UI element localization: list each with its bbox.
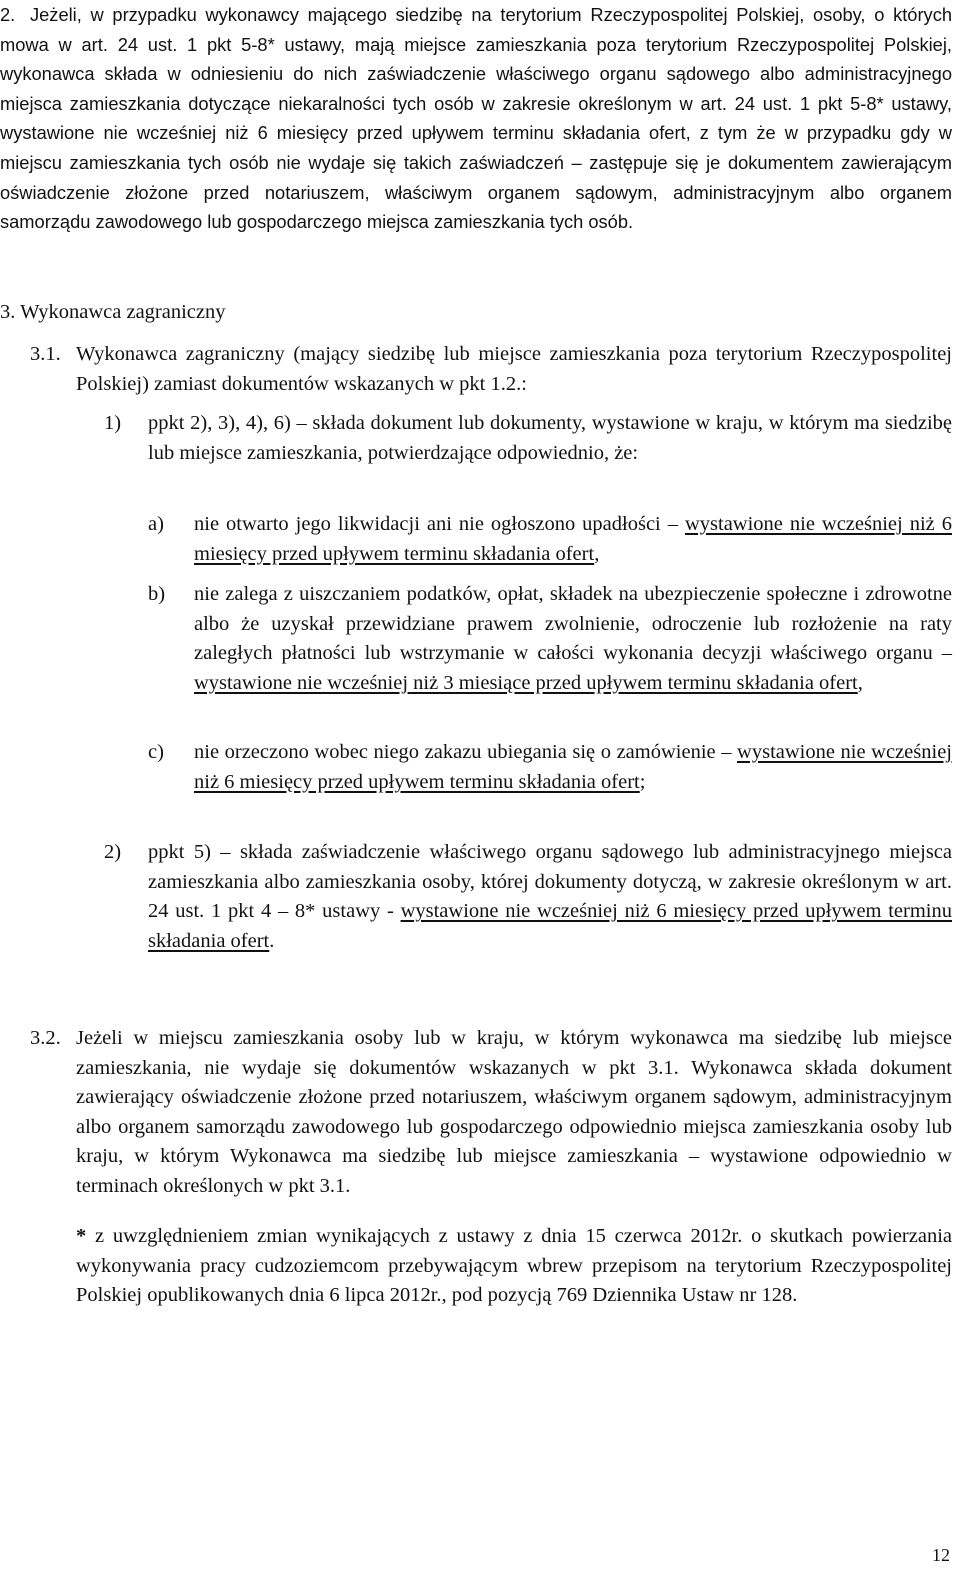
list-item-2-number: 2): [104, 841, 122, 863]
list-item-2: [104, 838, 952, 956]
sub-item-c-letter: c): [148, 741, 164, 763]
section-3-2-text: Jeżeli w miejscu zamieszkania osoby lub w kraju, w którym wykonawca ma siedzibę lub miejsce zamieszkania, nie wydaje się dokumentów wskazanych w pkt 3.1. Wykonawca składa dokument zawierający oświadczenie złożone przed notariuszem, właściwym organem sądowym, administracyjnym albo organem samorządu zawodowego lub gospodarczego odpowiednio miejsca zamieszkania osoby lub kraju, w którym Wykonawca ma siedzibę lub miejsce zamieszkania – wystawione odpowiednio w terminach określonych w pkt 3.1.: [76, 1027, 952, 1197]
section-2-text: Jeżeli, w przypadku wykonawcy mającego siedzibę na terytorium Rzeczypospolitej Polskiej, osoby, o których mowa w art. 24 ust. 1 pkt 5-8* ustawy, mają miejsce zamieszkania poza terytorium Rzeczypospolitej Polskiej, wykonawca składa w odniesieniu do nich zaświadczenie właściwego organu sądowego albo administracyjnego miejsca zamieszkania dotyczące niekaralności tych osób w zakresie określonym w art. 24 ust. 1 pkt 5-8* ustawy, wystawione nie wcześniej niż 6 miesięcy przed upływem terminu składania ofert, z tym że w przypadku gdy w miejscu zamieszkania tych osób nie wydaje się takich zaświadczeń – zastępuje się je dokumentem zawierającym oświadczenie złożone przed notariuszem, właściwym organem sądowym, administracyjnym albo organem samorządu zawodowego lub gospodarczego miejsca zamieszkania tych osób.: [0, 4, 952, 233]
sub-item-c: [148, 738, 952, 797]
sub-item-a-letter: a): [148, 513, 164, 535]
section-2-number: 2.: [0, 4, 16, 25]
page-number: 12: [932, 1545, 950, 1565]
section-3-1-text: Wykonawca zagraniczny (mający siedzibę lub miejsce zamieszkania poza terytorium Rzeczypospolitej Polskiej) zamiast dokumentów wskazanych w pkt 1.2.:: [76, 343, 952, 395]
list-item-1-text: ppkt 2), 3), 4), 6) – składa dokument lub dokumenty, wystawione w kraju, w którym ma siedzibę lub miejsce zamieszkania, potwierdzające odpowiednio, że:: [148, 412, 952, 464]
sub-item-c-text: [148, 738, 952, 797]
sub-item-a-tail: ,: [594, 542, 600, 565]
list-item-2-deadline: wystawione nie wcześniej niż 6 miesięcy przed upływem terminu składania ofert: [148, 900, 952, 952]
sub-item-a-text: [148, 510, 952, 569]
footnote-text: z uwzględnieniem zmian wynikających z ustawy z dnia 15 czerwca 2012r. o skutkach powierzania wykonywania pracy cudzoziemcom przebywającym wbrew przepisom na terytorium Rzeczypospolitej Polskiej opublikowanych dnia 6 lipca 2012r., pod pozycją 769 Dziennika Ustaw nr 128.: [76, 1225, 952, 1307]
sub-item-b-text: [148, 580, 952, 698]
section-3-2-number: 3.2.: [30, 1027, 61, 1049]
sub-item-a-body: nie otwarto jego likwidacji ani nie ogłoszono upadłości –: [194, 513, 685, 535]
sub-item-a: [148, 510, 952, 569]
sub-item-b: [148, 580, 952, 698]
section-3-1: [30, 340, 952, 399]
list-item-2-text: [104, 838, 952, 956]
sub-item-c-deadline: wystawione nie wcześniej niż 6 miesięcy przed upływem terminu składania ofert: [194, 741, 952, 793]
list-item-1: [104, 409, 952, 468]
sub-item-b-letter: b): [148, 583, 166, 605]
list-item-1-number: 1): [104, 412, 122, 434]
section-2: [0, 0, 952, 237]
list-item-2-body: ppkt 5) – składa zaświadczenie właściwego organu sądowego lub administracyjnego miejsca zamieszkania albo zamieszkania osoby, której dokumenty dotyczą, w zakresie określonym w art. 24 ust. 1 pkt 4 – 8* ustawy -: [148, 841, 952, 923]
footnote: [76, 1222, 952, 1311]
section-3-1-number: 3.1.: [30, 343, 61, 365]
section-3-heading: 3. Wykonawca zagraniczny: [0, 301, 226, 323]
sub-item-b-deadline: wystawione nie wcześniej niż 3 miesiące przed upływem terminu składania ofert: [194, 671, 858, 694]
section-3-2: [30, 1024, 952, 1202]
sub-item-b-tail: ,: [857, 671, 863, 694]
sub-item-c-body: nie orzeczono wobec niego zakazu ubiegania się o zamówienie –: [194, 741, 738, 763]
footnote-asterisk: *: [76, 1225, 87, 1247]
sub-item-b-body: nie zalega z uiszczaniem podatków, opłat, składek na ubezpieczenie społeczne i zdrowotne albo że uzyskał przewidziane prawem zwolnienie, odroczenie lub rozłożenie na raty zaległych płatności lub wstrzymanie w całości wykonania decyzji właściwego organu –: [194, 583, 952, 665]
list-item-2-tail: .: [269, 929, 275, 952]
sub-item-a-deadline: wystawione nie wcześniej niż 6 miesięcy przed upływem terminu składania ofert: [194, 513, 952, 565]
sub-item-c-tail: ;: [639, 770, 646, 793]
